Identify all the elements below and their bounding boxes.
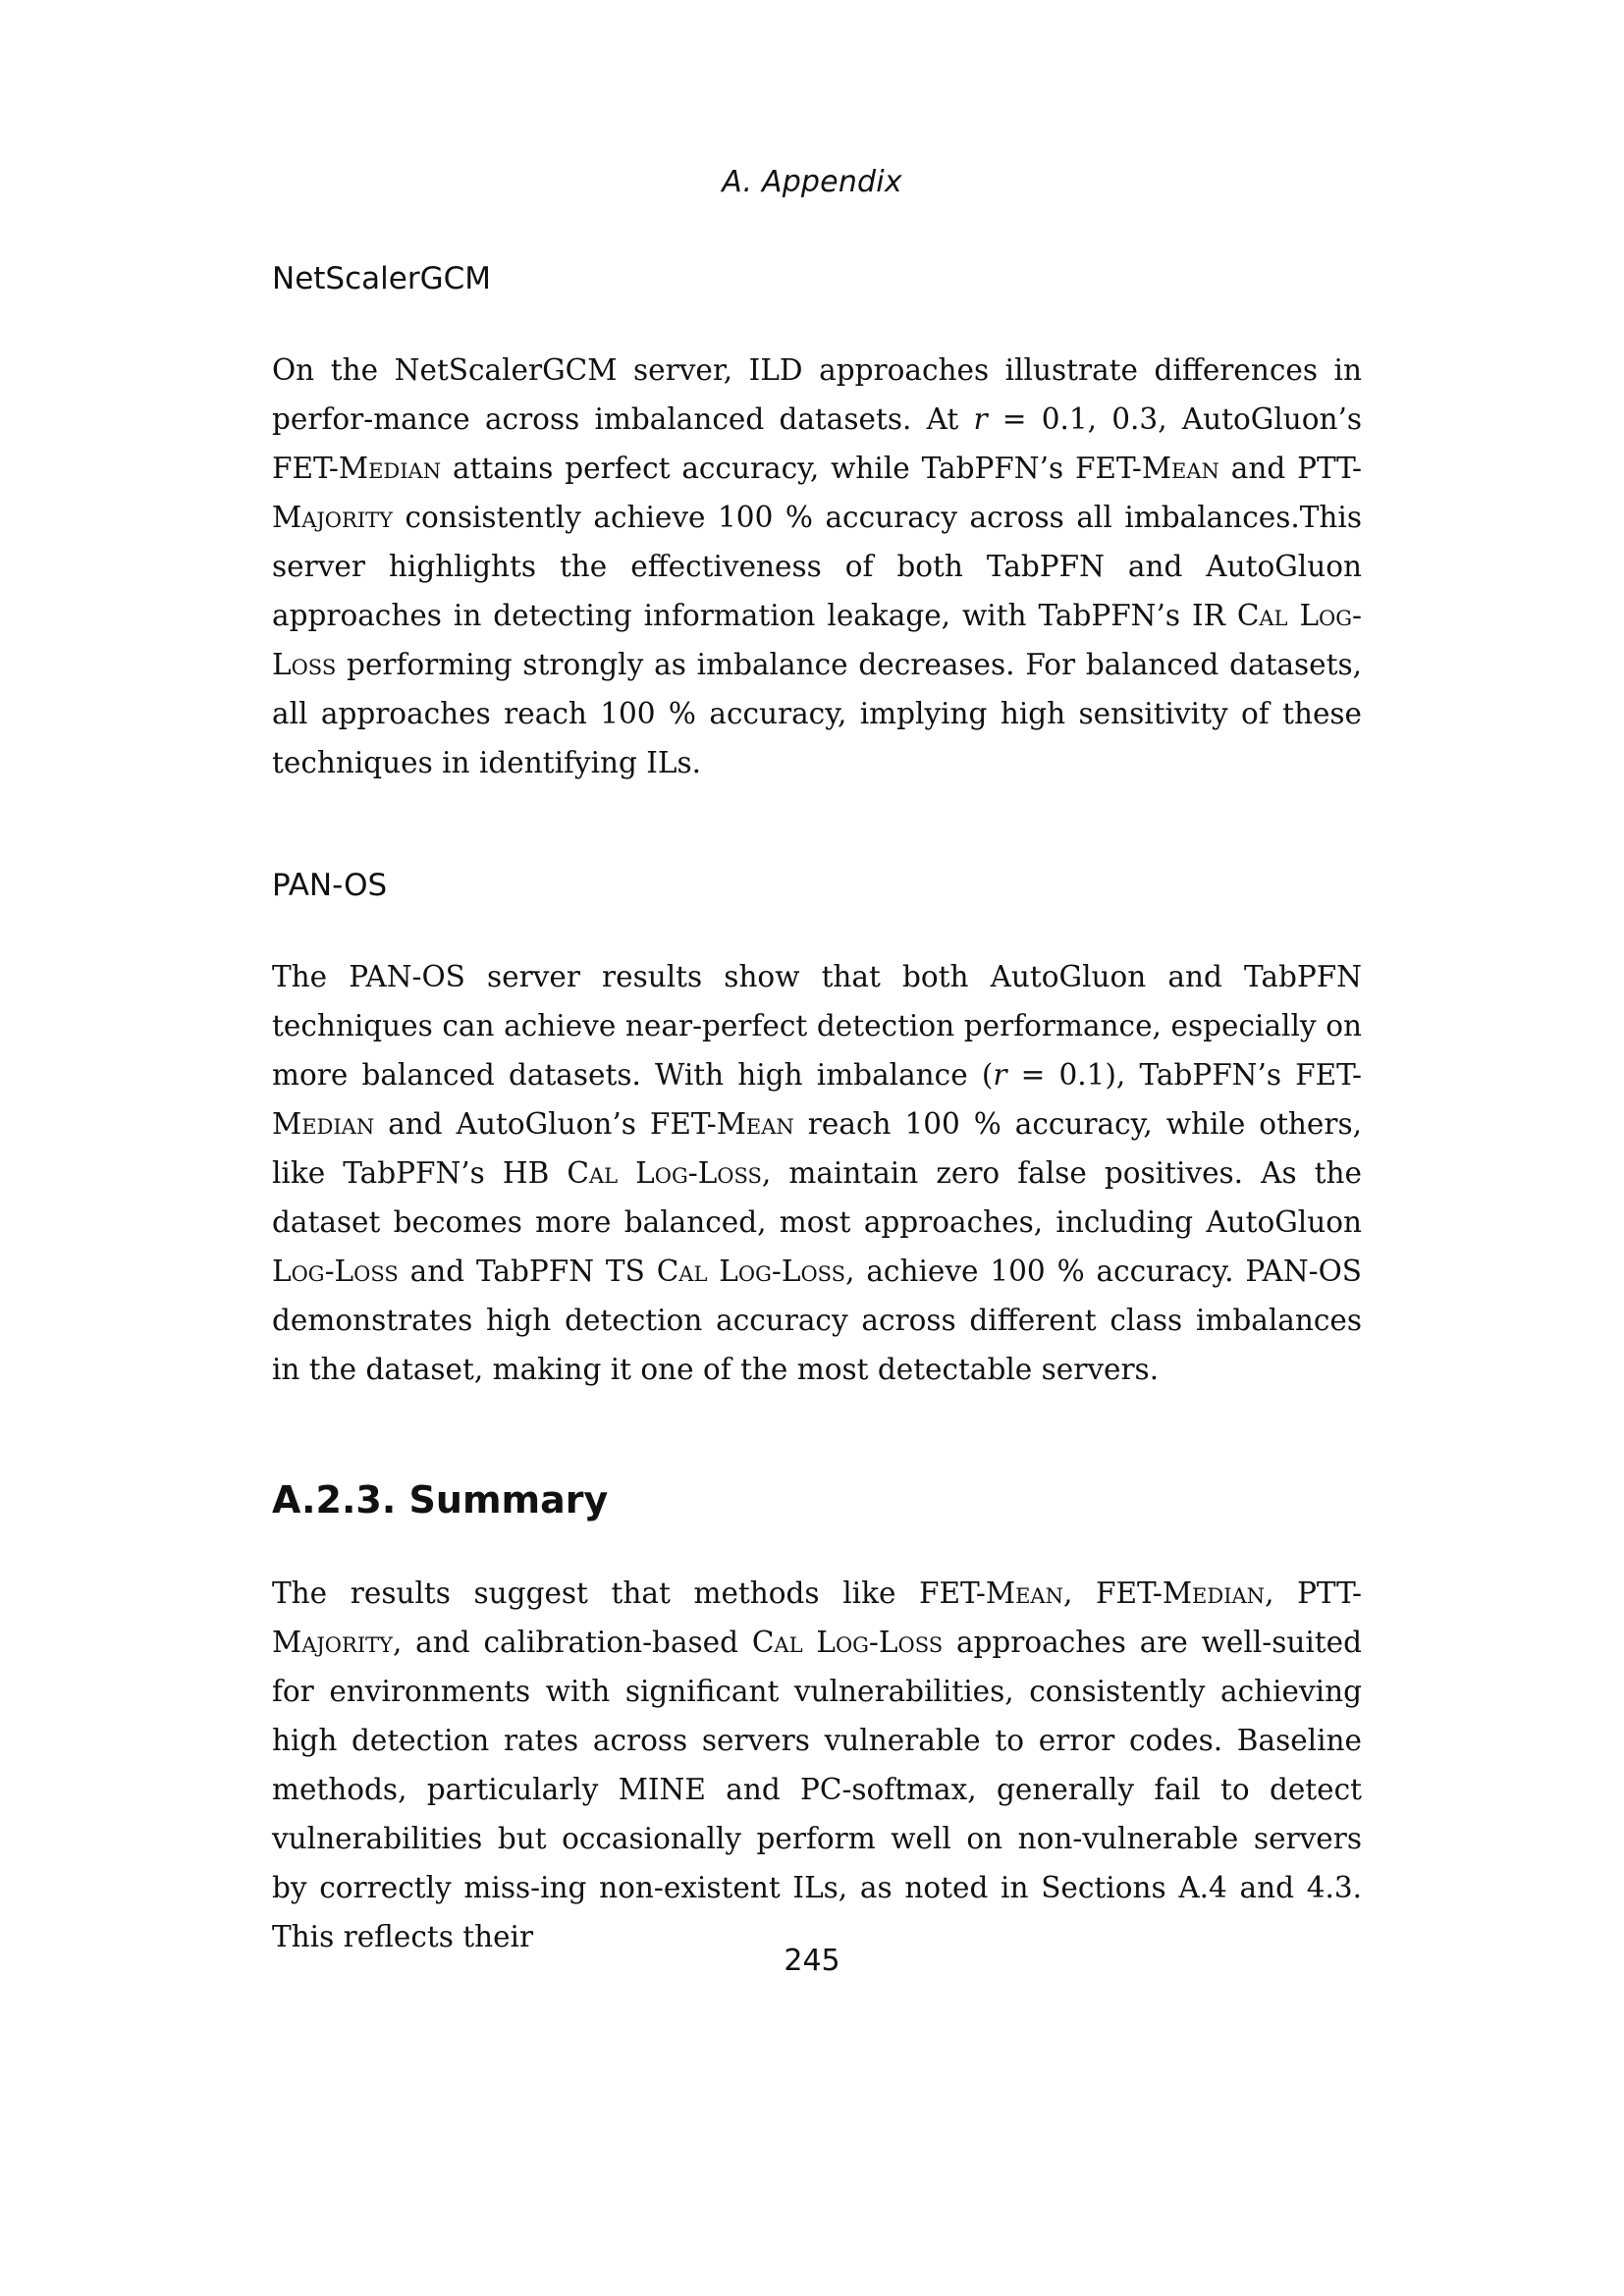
- method-name: Mean: [1141, 452, 1219, 485]
- method-name: Mean: [716, 1107, 794, 1141]
- method-name: Median: [272, 1107, 375, 1141]
- text-run: approaches are well-suited for environments with significant vulnerabilities, consistently achieving high detection rates across servers vulnerable to error codes. Baseline methods, particularly MINE and PC-softmax, generally fail to detect vulnerabilities but occasionally perform well on non-vulnerable servers by correctly miss-ing non-existent ILs, as noted in Sections A.4 and 4.3. This reflects their: [272, 1626, 1362, 1953]
- method-name: Cal Log-Loss: [751, 1626, 944, 1659]
- method-name: Cal Log-Loss: [567, 1156, 762, 1190]
- text-run: attains perfect accuracy, while TabPFN’s FET-: [441, 452, 1142, 485]
- paragraph-netscalergcm: [272, 346, 1362, 787]
- text-run: TabPFN’s FET-: [1139, 1058, 1362, 1092]
- text-run: AutoGluon’s FET-: [272, 402, 1363, 485]
- heading-netscalergcm: NetScalerGCM: [272, 261, 491, 296]
- method-name: Majority: [272, 1626, 393, 1659]
- heading-summary: A.2.3. Summary: [272, 1478, 609, 1522]
- method-name: Cal Log-Loss: [272, 599, 1363, 681]
- method-name: Cal Log-Loss: [656, 1255, 846, 1288]
- paragraph-summary: [272, 1569, 1362, 1961]
- text-run: performing strongly as imbalance decreases. For balanced datasets, all approaches reach 100 % accuracy, implying high sensitivity of these techniques in identifying ILs.: [272, 648, 1362, 779]
- running-header: A. Appendix: [722, 165, 902, 199]
- text-run: The PAN-OS server results show that both AutoGluon and TabPFN techniques can achieve near-perfect detection performance, especially on more balanced datasets. With high imbalance (: [272, 960, 1362, 1092]
- text-run: , PTT-: [1265, 1576, 1362, 1610]
- text-run: and TabPFN TS: [398, 1255, 657, 1288]
- text-run: reach 100 % accuracy, while others, like TabPFN’s HB: [272, 1107, 1362, 1190]
- text-run: , and calibration-based: [392, 1626, 752, 1659]
- method-name: Median: [338, 452, 442, 485]
- text-run: , FET-: [1062, 1576, 1163, 1610]
- method-name: Majority: [272, 501, 393, 534]
- main-content: [272, 257, 1362, 1961]
- method-name: Median: [1162, 1576, 1266, 1610]
- paragraph-pan-os: [272, 952, 1362, 1394]
- text-run: The results suggest that methods like FET-: [272, 1576, 986, 1610]
- text-run: and AutoGluon’s FET-: [374, 1107, 717, 1141]
- text-run: , achieve 100 % accuracy. PAN-OS demonstrates high detection accuracy across different class imbalances in the dataset, making it one of the most detectable servers.: [272, 1255, 1362, 1386]
- math-values: = 0.1),: [1006, 1058, 1140, 1092]
- method-name: Mean: [985, 1576, 1063, 1610]
- math-values: = 0.1, 0.3,: [987, 402, 1182, 436]
- text-run: and PTT-: [1218, 452, 1363, 485]
- text-run: consistently achieve 100 % accuracy across all imbalances.This server highlights the effectiveness of both TabPFN and AutoGluon approaches in detecting information leakage, with TabPFN’s IR: [272, 501, 1362, 632]
- text-run: , maintain zero false positives. As the dataset becomes more balanced, most approaches, including AutoGluon: [272, 1156, 1362, 1239]
- page-number: 245: [784, 1944, 840, 1978]
- math-variable: r: [973, 402, 988, 436]
- math-variable: r: [993, 1058, 1007, 1092]
- method-name: Log-Loss: [272, 1255, 399, 1288]
- text-run: On the NetScalerGCM server, ILD approaches illustrate differences in perfor-mance across imbalanced datasets. At: [272, 353, 1362, 436]
- heading-pan-os: PAN-OS: [272, 868, 388, 903]
